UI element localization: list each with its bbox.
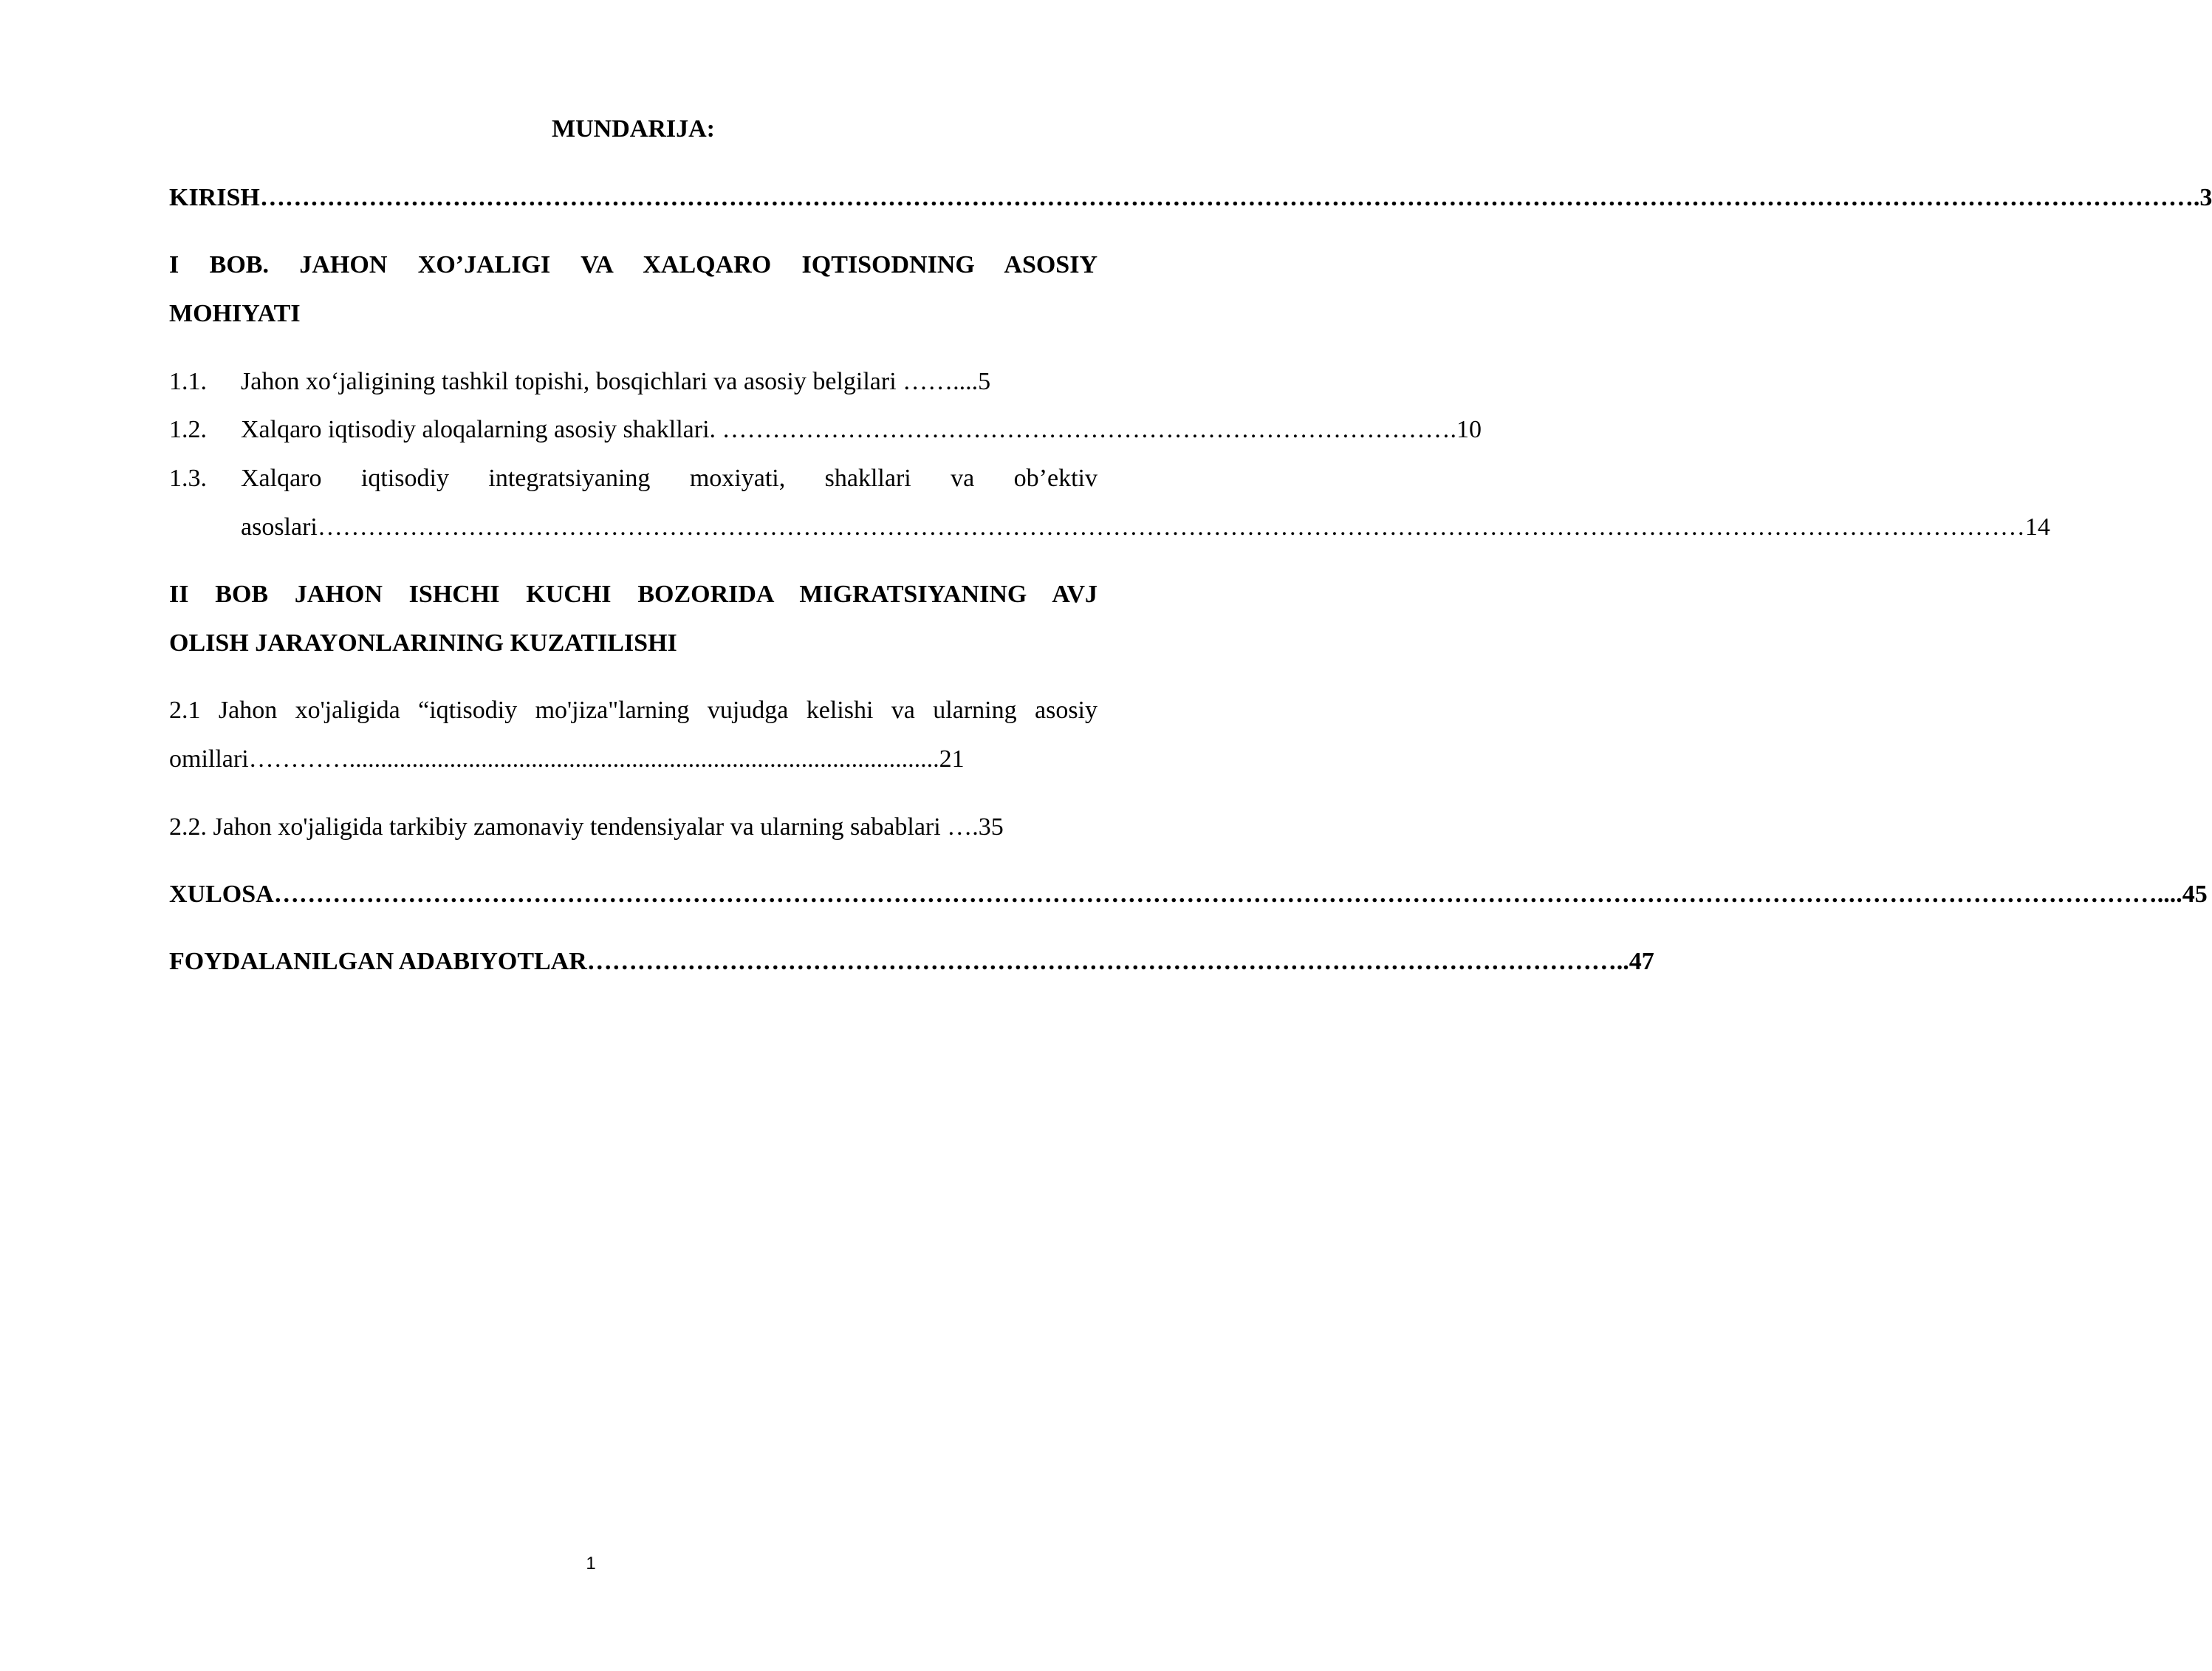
toc-section-2-1-line2: omillari…………..............................................................................................21: [169, 745, 965, 773]
toc-section-2-2: 2.2. Jahon xo'jaligida tarkibiy zamonaviy tendensiyalar va ularning sabablari ….35: [169, 813, 1004, 841]
page-number: 1: [586, 1554, 596, 1573]
toc-section-number: 1.2.: [169, 416, 207, 443]
toc-section-2-1-line1: 2.1 Jahon xo'jaligida “iqtisodiy mo'jiza"larning vujudga kelishi va ularning asosiy: [169, 697, 1098, 724]
toc-section-number: 1.1.: [169, 368, 207, 395]
toc-section-number: 1.3.: [169, 465, 207, 492]
toc-entry-xulosa: XULOSA………………………………………………………………………………………………………………………………………………………………………………………………………....45: [169, 881, 2208, 908]
toc-chapter2-heading-line1: II BOB JAHON ISHCHI KUCHI BOZORIDA MIGRATSIYANING AVJ: [169, 581, 1098, 608]
toc-chapter1-heading-line1: I BOB. JAHON XO’JALIGI VA XALQARO IQTISODNING ASOSIY: [169, 251, 1098, 278]
toc-entry-kirish: KIRISH…………………………………………………………………………………………………………………………………………………………………………………………………………….3: [169, 184, 2212, 211]
toc-section-1-2: Xalqaro iqtisodiy aloqalarning asosiy shakllari. …………………………………………………………………………….10: [241, 416, 1482, 443]
toc-chapter1-heading-line2: MOHIYATI: [169, 300, 301, 327]
page-title: MUNDARIJA:: [552, 115, 715, 143]
toc-section-1-1: Jahon xo‘jaligining tashkil topishi, bosqichlari va asosiy belgilari ……....5: [241, 368, 991, 395]
toc-section-1-3-line1: Xalqaro iqtisodiy integratsiyaning moxiyati, shakllari va ob’ektiv: [241, 465, 1098, 492]
toc-section-1-3-line2: asoslari……………………………………………………………………………………………………………………………………………………………………………………14: [241, 513, 2050, 541]
toc-entry-foydalanilgan-adabiyotlar: FOYDALANILGAN ADABIYOTLAR……………………………………………………………………………………………………………..47: [169, 948, 1654, 975]
toc-chapter2-heading-line2: OLISH JARAYONLARINING KUZATILISHI: [169, 629, 677, 657]
